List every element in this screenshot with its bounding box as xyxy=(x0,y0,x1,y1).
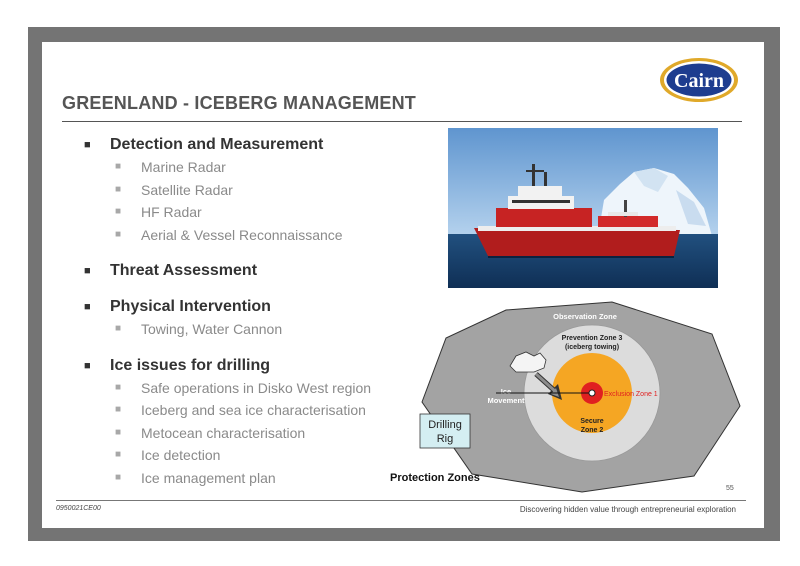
bullet-text: Detection and Measurement xyxy=(110,136,324,153)
bullet-square-icon: ■ xyxy=(115,323,122,334)
rig-center-dot xyxy=(589,390,595,396)
sub-bullet xyxy=(82,156,442,179)
bullet-square-icon: ■ xyxy=(84,359,91,372)
bullet-square-icon: ■ xyxy=(115,426,122,438)
slide xyxy=(42,42,764,528)
ice-movement-sublabel: Movement xyxy=(487,396,525,405)
bullet-square-icon: ■ xyxy=(84,139,91,151)
secure-zone-label: Secure xyxy=(580,418,604,425)
sub-bullet xyxy=(82,422,442,445)
sub-bullet-text: Towing, Water Cannon xyxy=(141,321,283,337)
bullet-physical xyxy=(82,296,442,318)
sub-bullet xyxy=(82,377,442,400)
sub-bullet-text: Safe operations in Disko West region xyxy=(141,379,372,396)
bullet-square-icon: ■ xyxy=(115,161,122,172)
secure-zone-sublabel: Zone 2 xyxy=(580,427,604,434)
page-title: GREENLAND - ICEBERG MANAGEMENT xyxy=(62,93,417,113)
footer-divider xyxy=(56,500,746,501)
drilling-rig-sublabel: Rig xyxy=(436,433,454,445)
observation-zone-label: Observation Zone xyxy=(553,312,617,321)
bullet-square-icon: ■ xyxy=(84,301,91,313)
cairn-logo xyxy=(658,56,740,104)
bullet-square-icon: ■ xyxy=(115,404,122,415)
logo-text: Cairn xyxy=(674,70,724,92)
ship-iceberg-photo xyxy=(448,128,718,288)
drilling-rig-label: Drilling xyxy=(428,419,462,431)
prevention-zone-label: Prevention Zone 3 xyxy=(561,335,623,342)
bullet-square-icon: ■ xyxy=(115,449,122,460)
bullet-square-icon: ■ xyxy=(115,228,122,240)
bullet-ice-issues xyxy=(82,355,442,377)
bullet-text: Threat Assessment xyxy=(110,262,258,279)
exclusion-zone-label: Exclusion Zone 1 xyxy=(604,391,658,398)
sub-bullet xyxy=(82,224,442,247)
ice-movement-label: Ice xyxy=(500,387,512,396)
sub-bullet-text: HF Radar xyxy=(141,204,202,220)
sub-bullet xyxy=(82,318,442,341)
title-divider xyxy=(62,121,742,122)
sub-bullet-text: Marine Radar xyxy=(141,159,226,175)
sub-bullet xyxy=(82,179,442,202)
bullet-square-icon: ■ xyxy=(115,206,122,217)
bullet-detection xyxy=(82,134,442,156)
sub-bullet-text: Ice detection xyxy=(141,447,221,463)
sub-bullet-text: Ice management plan xyxy=(141,469,276,486)
bullet-text: Ice issues for drilling xyxy=(110,356,271,374)
protection-zones-diagram xyxy=(412,294,752,494)
sub-bullet-text: Aerial & Vessel Reconnaissance xyxy=(141,226,343,243)
sub-bullet-text: Iceberg and sea ice characterisation xyxy=(141,402,366,418)
footer-tagline: Discovering hidden value through entrepreneurial exploration xyxy=(519,505,736,514)
bullet-square-icon: ■ xyxy=(115,381,122,393)
footer-code: 0950021CE00 xyxy=(56,505,101,512)
bullet-list xyxy=(82,134,442,489)
bullet-square-icon: ■ xyxy=(84,265,91,277)
sub-bullet xyxy=(82,201,442,224)
bullet-text: Physical Intervention xyxy=(110,298,271,315)
bullet-square-icon: ■ xyxy=(115,183,122,195)
bullet-threat xyxy=(82,260,442,282)
prevention-zone-sublabel: (iceberg towing) xyxy=(564,344,620,351)
sub-bullet xyxy=(82,444,442,467)
page-number: 55 xyxy=(726,485,734,492)
sub-bullet xyxy=(82,399,442,422)
diagram-caption: Protection Zones xyxy=(390,472,480,484)
sub-bullet xyxy=(82,467,442,490)
bullet-square-icon: ■ xyxy=(115,471,122,483)
sub-bullet-text: Metocean characterisation xyxy=(141,424,306,441)
sub-bullet-text: Satellite Radar xyxy=(141,181,233,198)
